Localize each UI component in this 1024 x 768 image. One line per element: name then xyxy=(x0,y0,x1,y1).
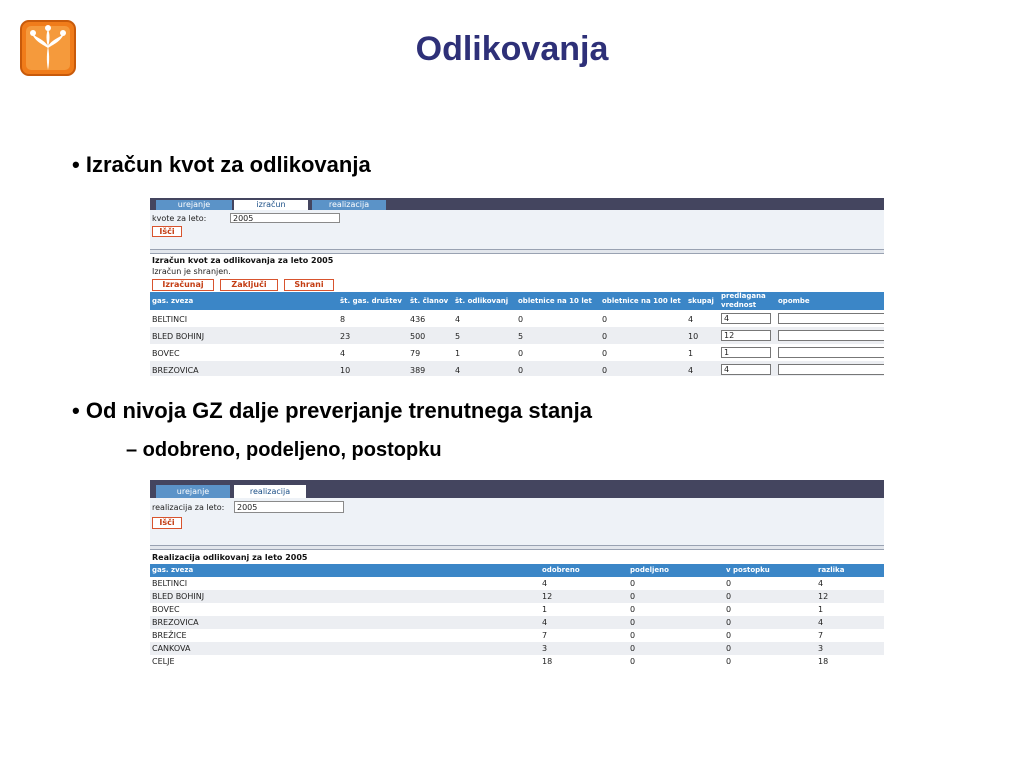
table-cell: 0 xyxy=(602,349,608,358)
col-predlagana: predlagana vrednost xyxy=(721,292,766,309)
proposed-value-input[interactable]: 4 xyxy=(721,364,771,375)
table-cell: 4 xyxy=(688,315,694,324)
note-input[interactable] xyxy=(778,364,884,375)
table-cell: 389 xyxy=(410,366,426,375)
year-label-2: realizacija za leto: xyxy=(152,503,225,512)
col2-podeljeno: podeljeno xyxy=(630,566,669,574)
table-cell: 5 xyxy=(455,332,461,341)
bullet-1: • Izračun kvot za odlikovanja xyxy=(72,152,371,177)
tab-bar xyxy=(150,198,884,210)
col-st-drustev: št. gas. društev xyxy=(340,297,402,305)
table-cell: 4 xyxy=(688,366,694,375)
table-row xyxy=(150,603,884,616)
table-cell: 5 xyxy=(518,332,524,341)
table-cell: 0 xyxy=(602,366,608,375)
table-cell: BLED BOHINJ xyxy=(152,332,205,341)
tab-izracun[interactable]: izračun xyxy=(234,200,308,210)
table-row xyxy=(150,577,884,590)
table-cell: 23 xyxy=(340,332,351,341)
table-cell: BELTINCI xyxy=(152,579,188,588)
table-cell: 436 xyxy=(410,315,426,324)
table-cell: 7 xyxy=(818,631,824,640)
table-cell: 0 xyxy=(630,618,636,627)
table-cell: 12 xyxy=(818,592,829,601)
table-cell: 0 xyxy=(726,631,732,640)
col2-gas-zveza: gas. zveza xyxy=(152,566,194,574)
table-cell: 18 xyxy=(818,657,829,666)
table-cell: 18 xyxy=(542,657,553,666)
table-cell: 4 xyxy=(455,315,461,324)
table-cell: 4 xyxy=(340,349,346,358)
table-cell: 0 xyxy=(726,592,732,601)
filter-panel-2 xyxy=(150,498,884,546)
bullet-2-text: Od nivoja GZ dalje preverjanje trenutnega stanja xyxy=(85,398,592,423)
table-cell: 10 xyxy=(688,332,699,341)
table-cell: 4 xyxy=(542,618,548,627)
table-row xyxy=(150,655,884,668)
table-cell: 0 xyxy=(726,657,732,666)
result-title-2: Realizacija odlikovanj za leto 2005 xyxy=(152,553,308,562)
table-cell: BOVEC xyxy=(152,605,180,614)
save-button[interactable]: Shrani xyxy=(284,279,334,291)
col-obletnice-10: obletnice na 10 let xyxy=(518,297,592,305)
note-input[interactable] xyxy=(778,313,884,324)
table-cell: 7 xyxy=(542,631,548,640)
tab-urejanje[interactable]: urejanje xyxy=(156,200,232,210)
table-cell: BELTINCI xyxy=(152,315,188,324)
table-cell: 0 xyxy=(630,657,636,666)
table-cell: BREZOVICA xyxy=(152,366,199,375)
col2-v-postopku: v postopku xyxy=(726,566,770,574)
table-cell: 500 xyxy=(410,332,426,341)
table-cell: 4 xyxy=(818,618,824,627)
table-header-2 xyxy=(150,564,884,577)
calculate-button[interactable]: Izračunaj xyxy=(152,279,214,291)
col-st-odlikovanj: št. odlikovanj xyxy=(455,297,509,305)
proposed-value-input[interactable]: 12 xyxy=(721,330,771,341)
table-row xyxy=(150,590,884,603)
col-opombe: opombe xyxy=(778,297,810,305)
table-cell: CELJE xyxy=(152,657,175,666)
table-cell: 3 xyxy=(542,644,548,653)
slide-title: Odlikovanja xyxy=(415,30,609,68)
tab-realizacija-2[interactable]: realizacija xyxy=(234,485,306,498)
table-cell: 3 xyxy=(818,644,824,653)
action-buttons xyxy=(150,278,884,292)
table-cell: 4 xyxy=(542,579,548,588)
col2-razlika: razlika xyxy=(818,566,845,574)
table-body xyxy=(150,310,884,376)
table-cell: 0 xyxy=(630,592,636,601)
table-cell: 0 xyxy=(630,631,636,640)
year-input-2[interactable]: 2005 xyxy=(234,501,344,513)
note-input[interactable] xyxy=(778,347,884,358)
table-row xyxy=(150,629,884,642)
table-cell: BREZOVICA xyxy=(152,618,199,627)
table-cell: 0 xyxy=(630,644,636,653)
tab-urejanje-2[interactable]: urejanje xyxy=(156,485,230,498)
table-cell: 0 xyxy=(726,618,732,627)
table-cell: 79 xyxy=(410,349,421,358)
table-row xyxy=(150,642,884,655)
table-cell: 0 xyxy=(602,315,608,324)
year-label: kvote za leto: xyxy=(152,214,207,223)
table-cell: 0 xyxy=(726,605,732,614)
col-st-clanov: št. članov xyxy=(410,297,449,305)
table-cell: 0 xyxy=(518,315,524,324)
table-cell: BOVEC xyxy=(152,349,180,358)
table-cell: 1 xyxy=(688,349,694,358)
table-cell: 1 xyxy=(542,605,548,614)
table-cell: 0 xyxy=(726,644,732,653)
table-header xyxy=(150,292,884,310)
search-button-2[interactable]: Išči xyxy=(152,517,182,529)
app-screenshot-2 xyxy=(150,480,884,670)
col-gas-zveza: gas. zveza xyxy=(152,297,194,305)
table-row xyxy=(150,344,884,361)
table-row xyxy=(150,361,884,376)
table-cell: 8 xyxy=(340,315,346,324)
tab-bar-2 xyxy=(150,480,884,498)
table-cell: 0 xyxy=(630,605,636,614)
proposed-value-input[interactable]: 1 xyxy=(721,347,771,358)
table-cell: CANKOVA xyxy=(152,644,191,653)
result-title: Izračun kvot za odlikovanja za leto 2005 xyxy=(152,256,334,265)
table-cell: BLED BOHINJ xyxy=(152,592,205,601)
col-obletnice-100: obletnice na 100 let xyxy=(602,297,681,305)
bullet-1-text: Izračun kvot za odlikovanja xyxy=(85,152,371,177)
table-cell: 0 xyxy=(630,579,636,588)
table-body-2 xyxy=(150,577,884,668)
col2-odobreno: odobreno xyxy=(542,566,580,574)
search-button[interactable]: Išči xyxy=(152,226,182,237)
table-cell: 10 xyxy=(340,366,351,375)
table-cell: 0 xyxy=(518,349,524,358)
table-cell: BREŽICE xyxy=(152,631,187,640)
table-cell: 12 xyxy=(542,592,553,601)
table-cell: 0 xyxy=(602,332,608,341)
table-cell: 4 xyxy=(455,366,461,375)
year-input[interactable]: 2005 xyxy=(230,213,340,223)
bullet-2: • Od nivoja GZ dalje preverjanje trenutnega stanja xyxy=(72,398,592,423)
table-cell: 0 xyxy=(726,579,732,588)
table-cell: 4 xyxy=(818,579,824,588)
app-screenshot-1 xyxy=(150,198,884,376)
sub-bullet: – odobreno, podeljeno, postopku xyxy=(126,439,442,461)
lock-button[interactable]: Zaključi xyxy=(220,279,278,291)
table-row xyxy=(150,310,884,327)
table-row xyxy=(150,616,884,629)
proposed-value-input[interactable]: 4 xyxy=(721,313,771,324)
table-cell: 0 xyxy=(518,366,524,375)
col-skupaj: skupaj xyxy=(688,297,714,305)
filter-panel xyxy=(150,210,884,250)
table-row xyxy=(150,327,884,344)
tab-realizacija[interactable]: realizacija xyxy=(312,200,386,210)
table-cell: 1 xyxy=(455,349,461,358)
status-text: Izračun je shranjen. xyxy=(152,267,231,276)
table-cell: 1 xyxy=(818,605,824,614)
note-input[interactable] xyxy=(778,330,884,341)
